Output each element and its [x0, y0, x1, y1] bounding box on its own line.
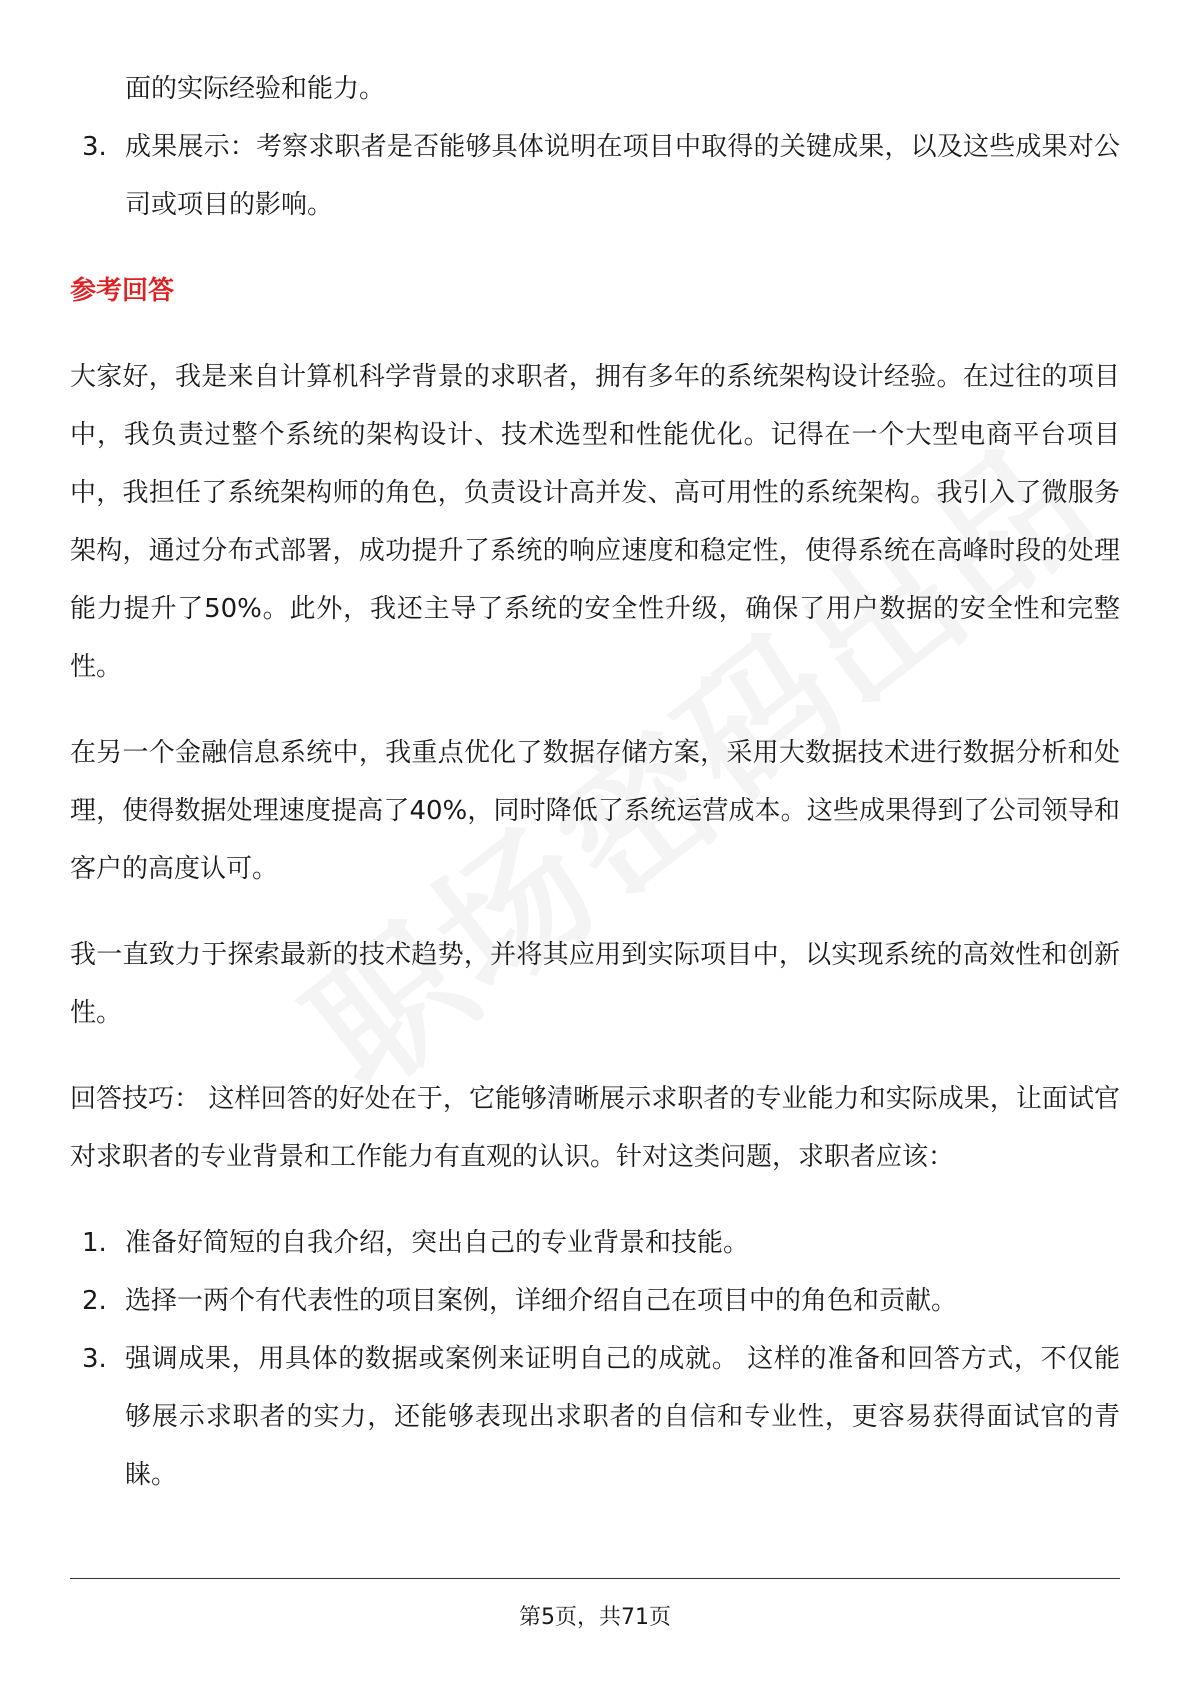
- page-number: 第5页，共71页: [519, 1605, 671, 1630]
- list-text: 成果展示：考察求职者是否能够具体说明在项目中取得的关键成果，以及这些成果对公司或项目的影响。: [125, 132, 1120, 220]
- list-item: [70, 1330, 1120, 1504]
- answer-paragraph: 我一直致力于探索最新的技术趋势，并将其应用到实际项目中，以实现系统的高效性和创新性。: [70, 940, 1120, 1028]
- list-text: 强调成果，用具体的数据或案例来证明自己的成就。 这样的准备和回答方式，不仅能够展示求职者的实力，还能够表现出求职者的自信和专业性，更容易获得面试官的青睐。: [125, 1344, 1120, 1490]
- criteria-list: [70, 118, 1120, 234]
- list-number: 1.: [82, 1228, 107, 1258]
- list-number: 2.: [82, 1286, 107, 1316]
- answer-paragraph: 大家好，我是来自计算机科学背景的求职者，拥有多年的系统架构设计经验。在过往的项目中，我负责过整个系统的架构设计、技术选型和性能优化。记得在一个大型电商平台项目中，我担任了系统架构师的角色，负责设计高并发、高可用性的系统架构。我引入了微服务架构，通过分布式部署，成功提升了系统的响应速度和稳定性，使得系统在高峰时段的处理能力提升了50%。此外，我还主导了系统的安全性升级，确保了用户数据的安全性和完整性。: [70, 362, 1120, 682]
- list-text: 准备好简短的自我介绍，突出自己的专业背景和技能。: [125, 1228, 750, 1258]
- tips-intro-paragraph: 回答技巧： 这样回答的好处在于，它能够清晰展示求职者的专业能力和实际成果，让面试官对求职者的专业背景和工作能力有直观的认识。针对这类问题，求职者应该：: [70, 1084, 1120, 1172]
- list-item: [70, 1214, 1120, 1272]
- footer-divider: [70, 1578, 1120, 1579]
- tips-list: [70, 1214, 1120, 1504]
- list-item: [70, 1272, 1120, 1330]
- list-number: 3.: [82, 132, 107, 162]
- continuation-text: 面的实际经验和能力。: [125, 74, 386, 104]
- list-text: 选择一两个有代表性的项目案例，详细介绍自己在项目中的角色和贡献。: [125, 1286, 958, 1316]
- section-heading: 参考回答: [70, 276, 175, 306]
- list-number: 3.: [82, 1344, 107, 1374]
- list-item: [70, 118, 1120, 234]
- page-content: [70, 60, 1120, 1504]
- answer-paragraph: 在另一个金融信息系统中，我重点优化了数据存储方案，采用大数据技术进行数据分析和处理，使得数据处理速度提高了40%，同时降低了系统运营成本。这些成果得到了公司领导和客户的高度认可。: [70, 738, 1120, 884]
